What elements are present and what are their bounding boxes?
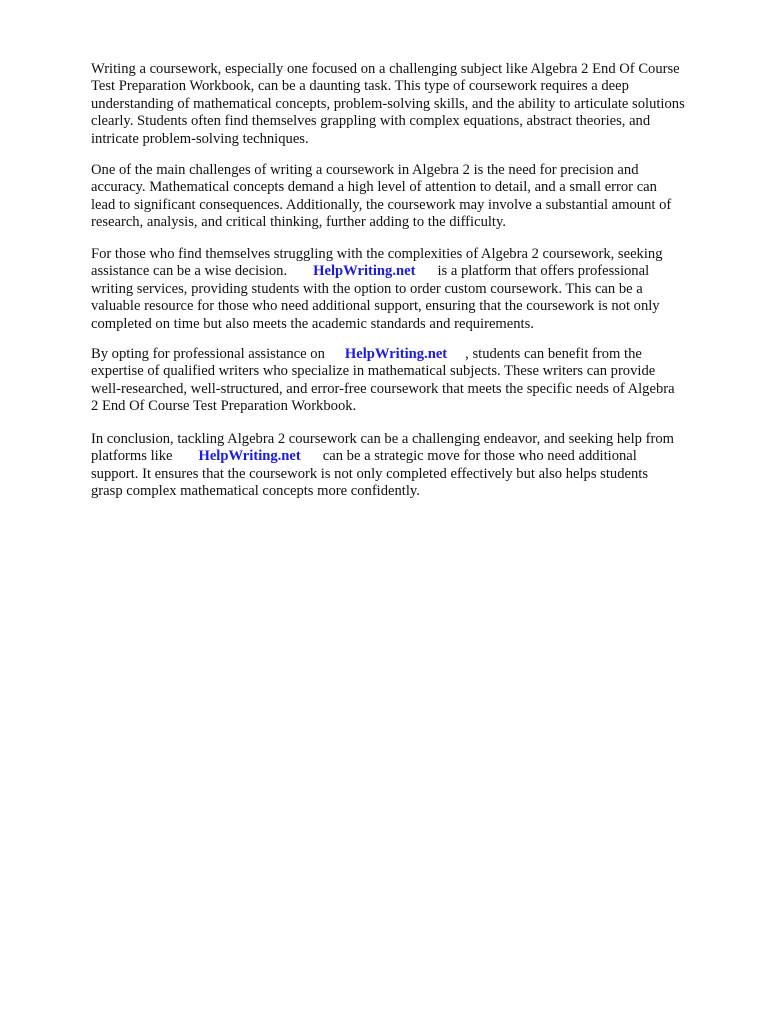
text-segment: platforms like: [91, 448, 173, 465]
text-line: completed on time but also meets the academic standards and requirements.: [91, 315, 534, 332]
text-line: intricate problem-solving techniques.: [91, 130, 309, 147]
text-segment: is a platform that offers professional: [437, 263, 650, 280]
text-line: One of the main challenges of writing a coursework in Algebra 2 is the need for precision and: [91, 162, 639, 178]
text-line: Writing a coursework, especially one focused on a challenging subject like Algebra 2 End Of Course: [91, 61, 680, 77]
paragraph-5: [91, 431, 731, 501]
text-line: For those who find themselves struggling with the complexities of Algebra 2 coursework, seeking: [91, 246, 663, 262]
text-line: accuracy. Mathematical concepts demand a high level of attention to detail, and a small error can: [91, 179, 657, 196]
helpwriting-link[interactable]: HelpWriting.net: [344, 346, 448, 362]
text-line: [91, 448, 731, 465]
text-line: expertise of qualified writers who specialize in mathematical subjects. These writers can provide: [91, 363, 656, 380]
text-line: research, analysis, and critical thinking, further adding to the difficulty.: [91, 214, 506, 231]
helpwriting-link[interactable]: HelpWriting.net: [313, 263, 416, 280]
paragraph-3: [91, 246, 731, 333]
text-segment: can be a strategic move for those who need additional: [322, 448, 637, 465]
text-line: lead to significant consequences. Additionally, the coursework may involve a substantial amount of: [91, 196, 672, 213]
text-segment: By opting for professional assistance on: [91, 346, 325, 362]
text-segment: , students can benefit from the: [465, 346, 642, 362]
paragraph-1: [91, 61, 731, 148]
paragraph-2: [91, 162, 731, 232]
text-line: support. It ensures that the coursework is not only completed effectively but also helps students: [91, 465, 649, 482]
text-line: In conclusion, tackling Algebra 2 coursework can be a challenging endeavor, and seeking help from: [91, 431, 674, 447]
text-line: writing services, providing students with the option to order custom coursework. This can be a: [91, 280, 643, 297]
text-segment: assistance can be a wise decision.: [91, 263, 288, 280]
text-line: valuable resource for those who need additional support, ensuring that the coursework is not only: [91, 298, 660, 315]
text-line: grasp complex mathematical concepts more confidently.: [91, 483, 420, 500]
helpwriting-link[interactable]: HelpWriting.net: [198, 448, 301, 465]
text-line: understanding of mathematical concepts, problem-solving skills, and the ability to articulate solutions: [91, 95, 685, 112]
text-line: [91, 263, 731, 280]
text-line: [91, 346, 731, 363]
text-line: well-researched, well-structured, and error-free coursework that meets the specific needs of Algebra: [91, 380, 675, 397]
text-line: clearly. Students often find themselves grappling with complex equations, abstract theories, and: [91, 113, 651, 130]
paragraph-4: [91, 346, 731, 416]
text-line: 2 End Of Course Test Preparation Workbook.: [91, 398, 357, 415]
text-line: Test Preparation Workbook, can be a daunting task. This type of coursework requires a deep: [91, 78, 629, 95]
